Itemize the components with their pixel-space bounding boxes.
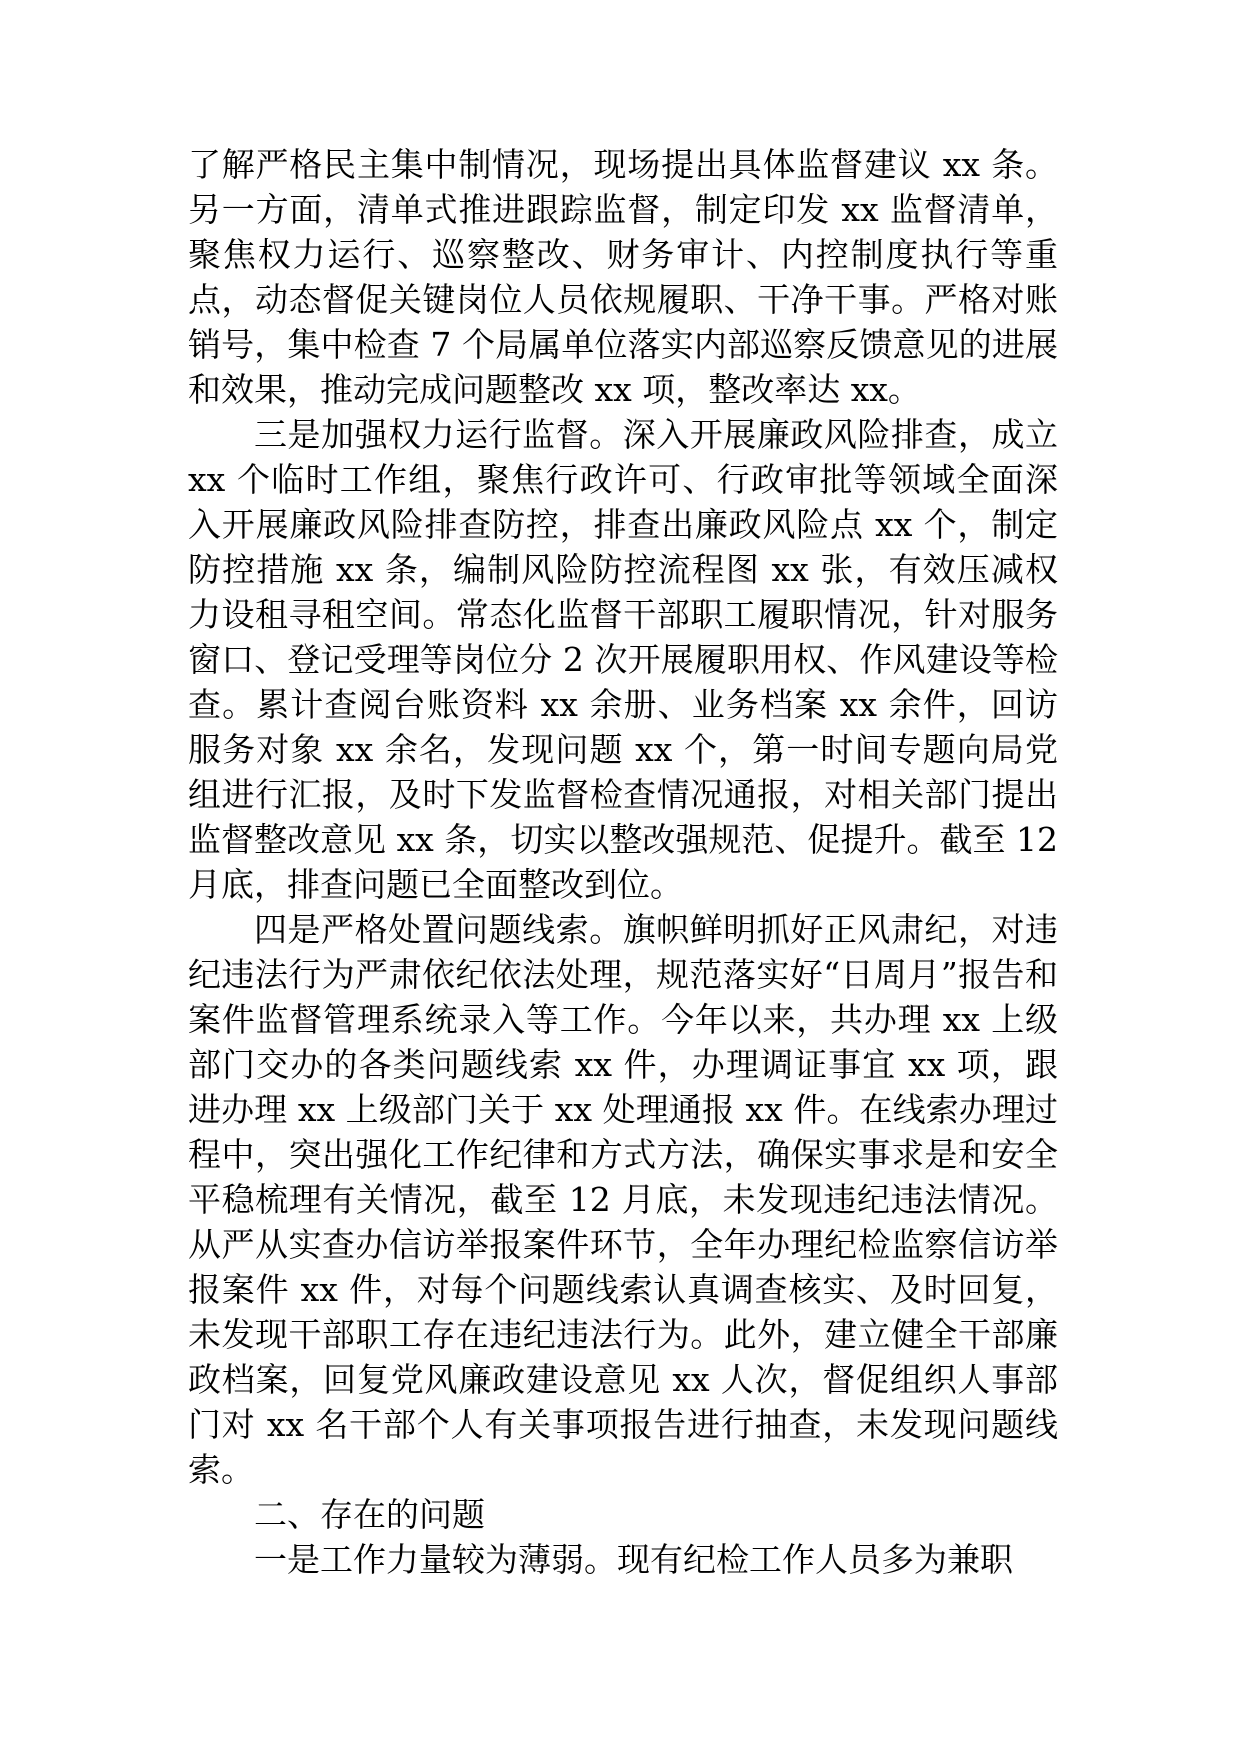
paragraph-issue-handling: 四是严格处置问题线索。旗帜鲜明抓好正风肃纪，对违纪违法行为严肃依纪依法处理，规范落实好“日周月”报告和案件监督管理系统录入等工作。今年以来，共办理 xx 上级部门交办的各类问题线索 xx 件，办理调证事宜 xx 项，跟进办理 xx 上级部门关于 xx 处理通报 xx 件。在线索办理过程中，突出强化工作纪律和方式方法，确保实事求是和安全平稳梳理有关情况，截至 12 月底，未发现违纪违法情况。从严从实查办信访举报案件环节，全年办理纪检监察信访举报案件 xx 件，对每个问题线索认真调查核实、及时回复，未发现干部职工存在违纪违法行为。此外，建立健全干部廉政档案，回复党风廉政建设意见 xx 人次，督促组织人事部门对 xx 名干部个人有关事项报告进行抽查，未发现问题线索。 bbox=[188, 910, 1058, 1489]
section-heading-problems: 二、存在的问题 bbox=[254, 1495, 485, 1534]
paragraph-continuation: 了解严格民主集中制情况，现场提出具体监督建议 xx 条。另一方面，清单式推进跟踪监督，制定印发 xx 监督清单，聚焦权力运行、巡察整改、财务审计、内控制度执行等重点，动态督促关键岗位人员依规履职、干净干事。严格对账销号，集中检查 7 个局属单位落实内部巡察反馈意见的进展和效果，推动完成问题整改 xx 项，整改率达 xx。 bbox=[188, 145, 1058, 409]
paragraph-power-supervision: 三是加强权力运行监督。深入开展廉政风险排查，成立 xx 个临时工作组，聚焦行政许可、行政审批等领域全面深入开展廉政风险排查防控，排查出廉政风险点 xx 个，制定防控措施 xx 条，编制风险防控流程图 xx 张，有效压减权力设租寻租空间。常态化监督干部职工履职情况，针对服务窗口、登记受理等岗位分 2 次开展履职用权、作风建设等检查。累计查阅台账资料 xx 余册、业务档案 xx 余件，回访服务对象 xx 余名，发现问题 xx 个，第一时间专题向局党组进行汇报，及时下发监督检查情况通报，对相关部门提出监督整改意见 xx 条，切实以整改强规范、促提升。截至 12 月底，排查问题已全面整改到位。 bbox=[188, 415, 1058, 904]
document-page bbox=[188, 142, 1058, 1582]
paragraph-workforce: 一是工作力量较为薄弱。现有纪检工作人员多为兼职 bbox=[254, 1540, 1013, 1579]
